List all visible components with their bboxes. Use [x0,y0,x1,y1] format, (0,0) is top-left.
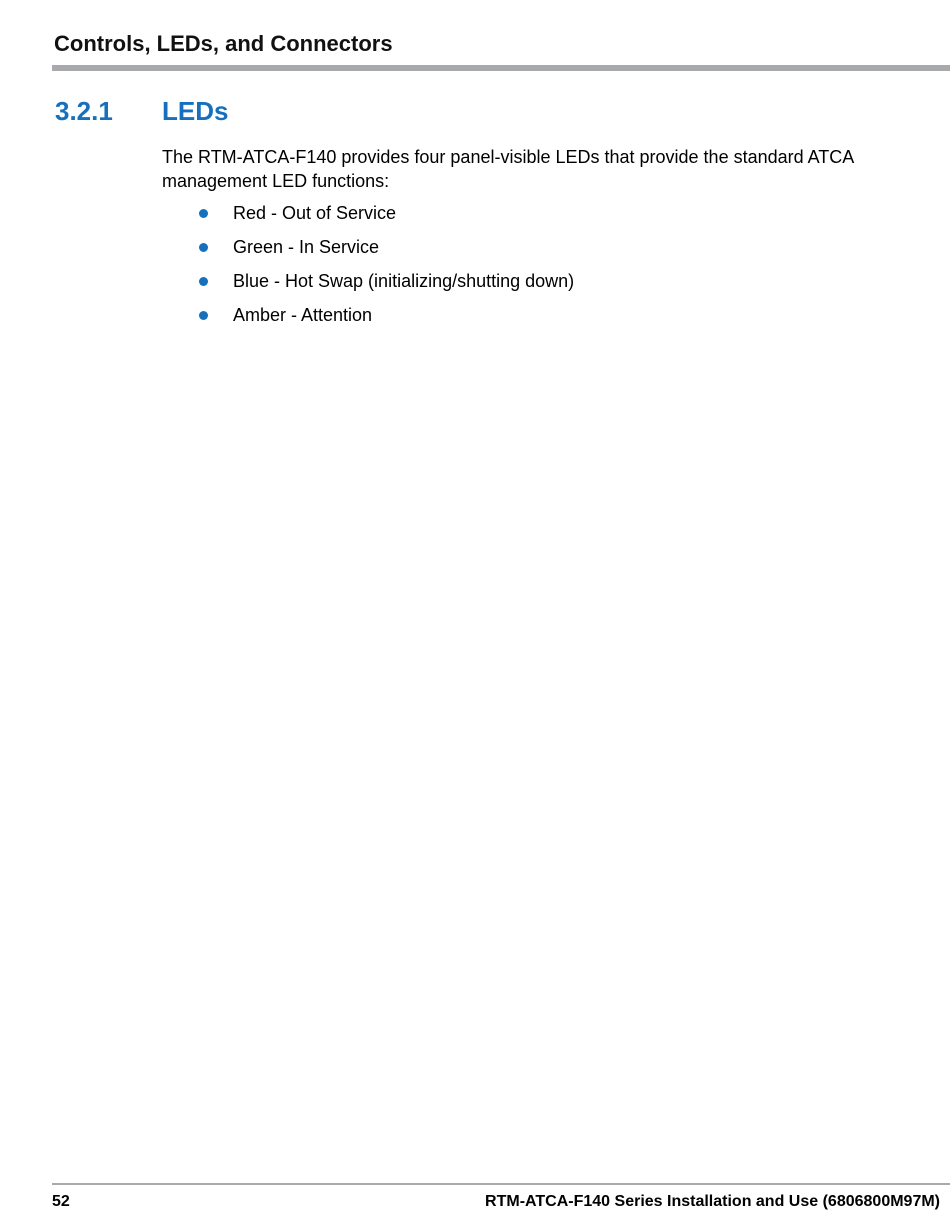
list-item [0,202,950,236]
list-item-text: Red - Out of Service [233,203,397,223]
list-item [0,304,950,338]
led-list [0,202,950,338]
list-item-text: Blue - Hot Swap (initializing/shutting down) [233,271,575,291]
list-item [0,236,950,270]
section-title: LEDs [162,96,229,126]
header-rule [52,65,950,71]
list-item-text: Green - In Service [233,237,380,257]
bullet-icon [199,277,208,286]
running-header-title: Controls, LEDs, and Connectors [54,31,393,56]
list-item-text: Amber - Attention [233,305,373,325]
intro-paragraph: The RTM-ATCA-F140 provides four panel-visible LEDs that provide the standard ATCA management LED functions: [162,147,854,191]
bullet-icon [199,243,208,252]
footer-rule [52,1183,950,1185]
section-number: 3.2.1 [55,96,113,126]
page-number: 52 [52,1193,70,1210]
bullet-icon [199,209,208,218]
list-item [0,270,950,304]
document-title: RTM-ATCA-F140 Series Installation and Use (6806800M97M) [485,1193,940,1210]
bullet-icon [199,311,208,320]
